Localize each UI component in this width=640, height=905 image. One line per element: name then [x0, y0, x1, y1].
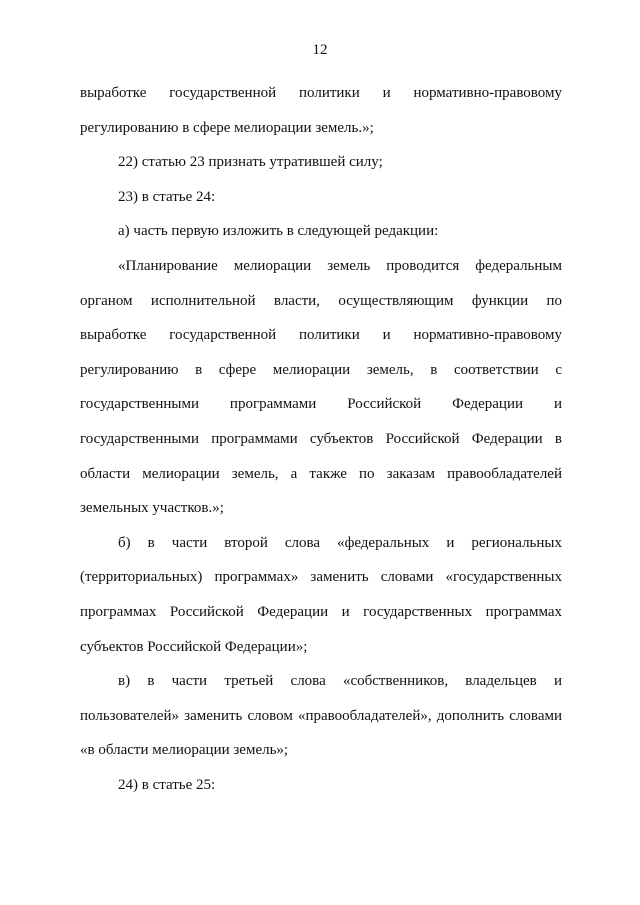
text-line: земельных участков.»;: [80, 500, 224, 517]
text-line: государственными программами субъектов Российской Федерации в: [80, 430, 562, 447]
page-number: 12: [312, 42, 328, 58]
text-line: (территориальных) программах» заменить словами «государственных: [80, 569, 562, 586]
text-line: регулированию в сфере мелиорации земель.»;: [80, 119, 374, 136]
text-line: «в области мелиорации земель»;: [80, 742, 289, 759]
text-line: б) в части второй слова «федеральных и региональных: [118, 534, 562, 551]
text-line: в) в части третьей слова «собственников, владельцев и: [118, 673, 562, 690]
text-line: области мелиорации земель, а также по заказам правообладателей: [80, 465, 562, 482]
text-line: регулированию в сфере мелиорации земель, в соответствии с: [80, 361, 562, 378]
text-line: «Планирование мелиорации земель проводится федеральным: [118, 257, 562, 274]
text-line: пользователей» заменить словом «правообладателей», дополнить словами: [80, 707, 562, 724]
text-line: выработке государственной политики и нормативно-правовому: [80, 327, 562, 344]
text-line: 23) в статье 24:: [118, 188, 216, 205]
document-body: [80, 76, 562, 802]
text-line: субъектов Российской Федерации»;: [80, 638, 308, 655]
text-line: 22) статью 23 признать утратившей силу;: [118, 154, 383, 171]
text-line: государственными программами Российской Федерации и: [80, 396, 562, 413]
text-line: органом исполнительной власти, осуществляющим функции по: [80, 292, 562, 309]
text-line: программах Российской Федерации и государственных программах: [80, 603, 562, 620]
text-line: 24) в статье 25:: [118, 776, 216, 793]
text-line: выработке государственной политики и нормативно-правовому: [80, 85, 562, 101]
text-line: а) часть первую изложить в следующей редакции:: [118, 223, 439, 240]
